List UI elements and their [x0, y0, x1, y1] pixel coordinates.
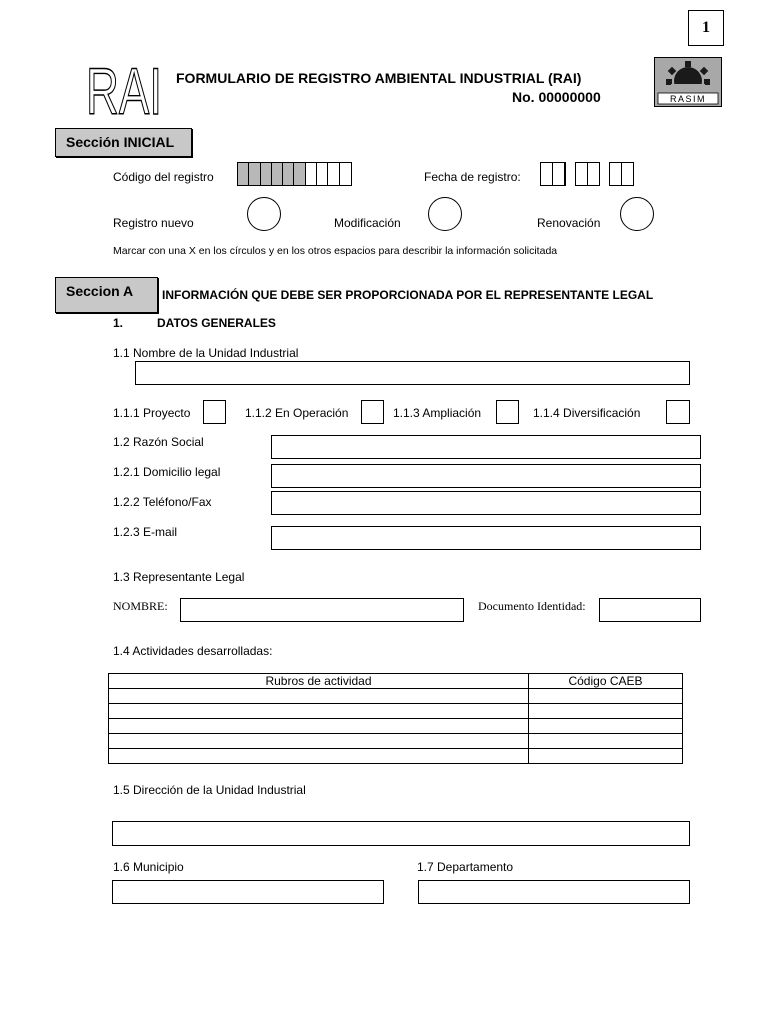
actividades-table	[108, 673, 683, 764]
registro-nuevo-label: Registro nuevo	[113, 216, 194, 230]
section-a-label: Seccion A	[55, 277, 158, 313]
table-row[interactable]	[109, 704, 683, 719]
documento-label: Documento Identidad:	[478, 599, 586, 613]
actividades-label: 1.4 Actividades desarrolladas:	[113, 644, 273, 658]
form-number: No. 00000000	[512, 89, 601, 105]
rai-logo	[84, 54, 164, 128]
table-header-rubros: Rubros de actividad	[109, 674, 529, 689]
modificacion-circle[interactable]	[428, 197, 462, 231]
diversificacion-label: 1.1.4 Diversificación	[533, 406, 641, 420]
proyecto-checkbox[interactable]	[203, 400, 226, 424]
diversificacion-checkbox[interactable]	[666, 400, 690, 424]
en-operacion-checkbox[interactable]	[361, 400, 384, 424]
section-a-title: INFORMACIÓN QUE DEBE SER PROPORCIONADA POR EL REPRESENTANTE LEGAL	[162, 288, 654, 302]
rasim-logo-text: RASIM	[669, 94, 707, 104]
codigo-registro-label: Código del registro	[113, 170, 214, 184]
representante-label: 1.3 Representante Legal	[113, 570, 245, 584]
domicilio-field[interactable]	[271, 464, 701, 488]
page-number-box	[688, 10, 724, 46]
table-row[interactable]	[109, 719, 683, 734]
page-number: 1	[702, 19, 710, 36]
nombre-field[interactable]	[180, 598, 464, 622]
en-operacion-label: 1.1.2 En Operación	[245, 406, 349, 420]
telefono-field[interactable]	[271, 491, 701, 515]
direccion-label: 1.5 Dirección de la Unidad Industrial	[113, 783, 306, 797]
municipio-label: 1.6 Municipio	[113, 860, 184, 874]
datos-generales-number: 1.	[113, 316, 124, 330]
direccion-field[interactable]	[112, 821, 690, 846]
domicilio-label: 1.2.1 Domicilio legal	[113, 465, 221, 479]
codigo-registro-grid[interactable]	[237, 162, 352, 186]
modificacion-label: Modificación	[334, 216, 401, 230]
nombre-unidad-field[interactable]	[135, 361, 690, 385]
municipio-field[interactable]	[112, 880, 384, 904]
table-row[interactable]	[109, 734, 683, 749]
renovacion-circle[interactable]	[620, 197, 654, 231]
renovacion-label: Renovación	[537, 216, 601, 230]
ampliacion-checkbox[interactable]	[496, 400, 519, 424]
departamento-label: 1.7 Departamento	[417, 860, 514, 874]
table-header-caeb: Código CAEB	[529, 674, 683, 689]
email-field[interactable]	[271, 526, 701, 550]
nombre-label: NOMBRE:	[113, 599, 168, 613]
datos-generales-title: DATOS GENERALES	[157, 316, 276, 330]
table-row[interactable]	[109, 749, 683, 764]
instruction-text: Marcar con una X en los círculos y en los otros espacios para describir la información solicitada	[113, 245, 558, 257]
departamento-field[interactable]	[418, 880, 690, 904]
fecha-day-box-end	[564, 162, 566, 186]
registro-nuevo-circle[interactable]	[247, 197, 281, 231]
ampliacion-label: 1.1.3 Ampliación	[393, 406, 482, 420]
nombre-unidad-label: 1.1 Nombre de la Unidad Industrial	[113, 346, 299, 360]
telefono-label: 1.2.2 Teléfono/Fax	[113, 495, 212, 509]
proyecto-label: 1.1.1 Proyecto	[113, 406, 191, 420]
razon-social-field[interactable]	[271, 435, 701, 459]
section-inicial-label: Sección INICIAL	[55, 128, 192, 157]
rasim-logo	[654, 57, 722, 107]
documento-field[interactable]	[599, 598, 701, 622]
form-title: FORMULARIO DE REGISTRO AMBIENTAL INDUSTRIAL (RAI)	[176, 70, 582, 86]
table-row[interactable]	[109, 689, 683, 704]
rai-logo-text: RAI	[86, 54, 162, 128]
email-label: 1.2.3 E-mail	[113, 525, 178, 539]
razon-social-label: 1.2 Razón Social	[113, 435, 204, 449]
fecha-registro-label: Fecha de registro:	[424, 170, 521, 184]
